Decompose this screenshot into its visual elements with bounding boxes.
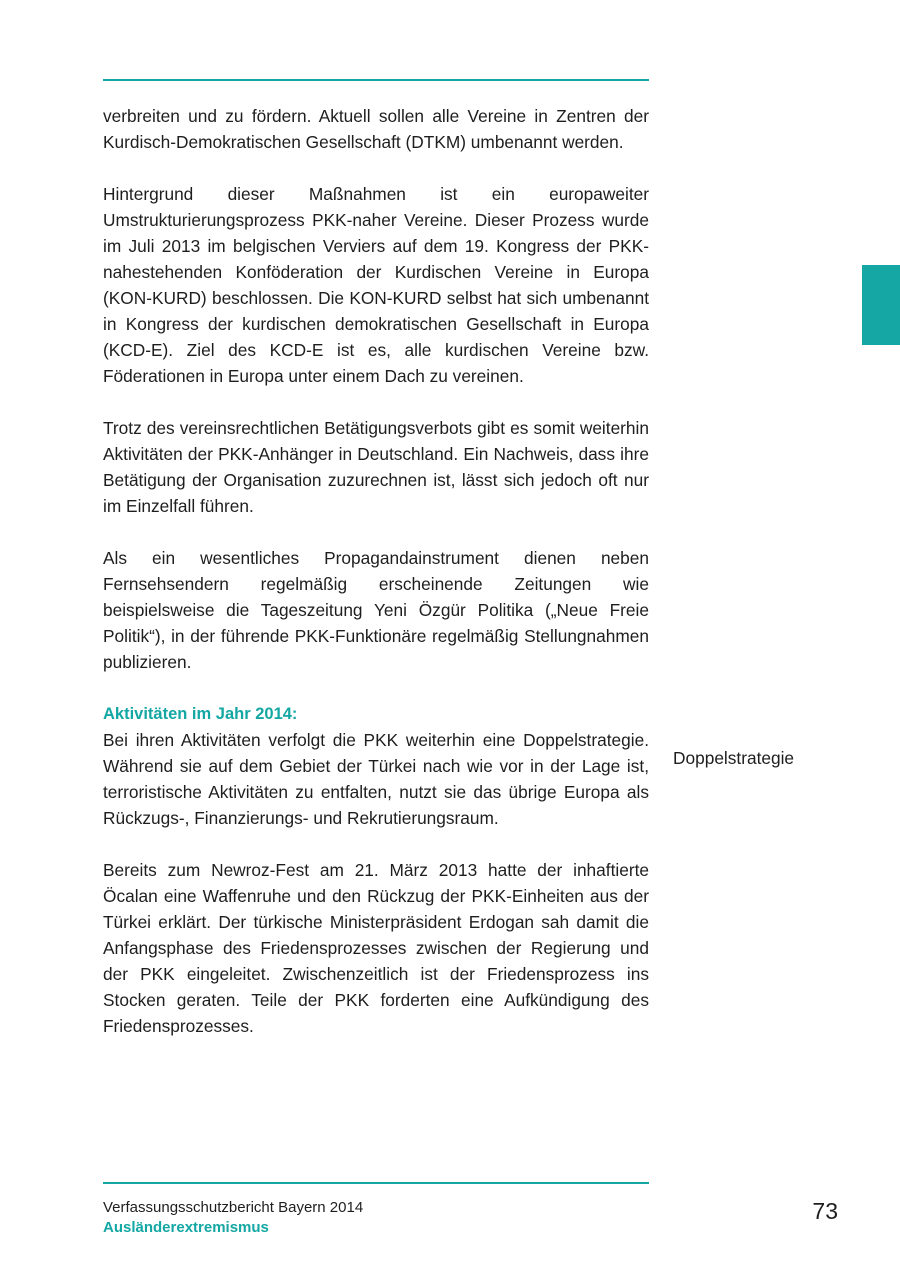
header-rule [103, 79, 649, 81]
paragraph: verbreiten und zu fördern. Aktuell sollen alle Vereine in Zentren der Kurdisch-Demokratischen Gesellschaft (DTKM) umbenannt werden. [103, 106, 649, 152]
paragraph: Trotz des vereinsrechtlichen Betätigungsverbots gibt es somit weiterhin Aktivitäten der PKK-Anhänger in Deutschland. Ein Nachweis, dass ihre Betätigung der Organisation zuzurechnen ist, lässt sich jedoch oft nur im Einzelfall führen. [103, 418, 649, 516]
section-heading: Aktivitäten im Jahr 2014: [103, 705, 298, 723]
chapter-tab-marker [862, 265, 900, 345]
footer-section-title: Ausländerextremismus [103, 1219, 269, 1236]
main-text-column [103, 103, 649, 1065]
margin-note: Doppelstrategie [673, 748, 795, 768]
paragraph: Als ein wesentliches Propagandainstrument dienen neben Fernsehsendern regelmäßig erscheinende Zeitungen wie beispielsweise die Tageszeitung Yeni Özgür Politika („Neue Freie Politik“), in der führende PKK-Funktionäre regelmäßig Stellungnahmen publizieren. [103, 548, 649, 672]
footer-publication-title: Verfassungsschutzbericht Bayern 2014 [103, 1199, 364, 1216]
paragraph: Bei ihren Aktivitäten verfolgt die PKK weiterhin eine Doppelstrategie. Während sie auf dem Gebiet der Türkei nach wie vor in der Lage ist, terroristische Aktivitäten zu entfalten, nutzt sie das übrige Europa als Rückzugs-, Finanzierungs- und Rekrutierungsraum. [103, 730, 649, 828]
page-number: 73 [812, 1198, 838, 1224]
paragraph: Hintergrund dieser Maßnahmen ist ein europaweiter Umstrukturierungsprozess PKK-naher Vereine. Dieser Prozess wurde im Juli 2013 im belgischen Verviers auf dem 19. Kongress der PKK-nahestehenden Konföderation der Kurdischen Vereine in Europa (KON-KURD) beschlossen. Die KON-KURD selbst hat sich umbenannt in Kongress der kurdischen demokratischen Gesellschaft in Europa (KCD-E). Ziel des KCD-E ist es, alle kurdischen Vereine bzw. Föderationen in Europa unter einem Dach zu vereinen. [103, 184, 649, 386]
paragraph: Bereits zum Newroz-Fest am 21. März 2013 hatte der inhaftierte Öcalan eine Waffenruhe und den Rückzug der PKK-Einheiten aus der Türkei erklärt. Der türkische Ministerpräsident Erdogan sah damit die Anfangsphase des Friedensprozesses zwischen der Regierung und der PKK eingeleitet. Zwischenzeitlich ist der Friedensprozess ins Stocken geraten. Teile der PKK forderten eine Aufkündigung des Friedensprozesses. [103, 860, 649, 1036]
footer-rule [103, 1182, 649, 1184]
